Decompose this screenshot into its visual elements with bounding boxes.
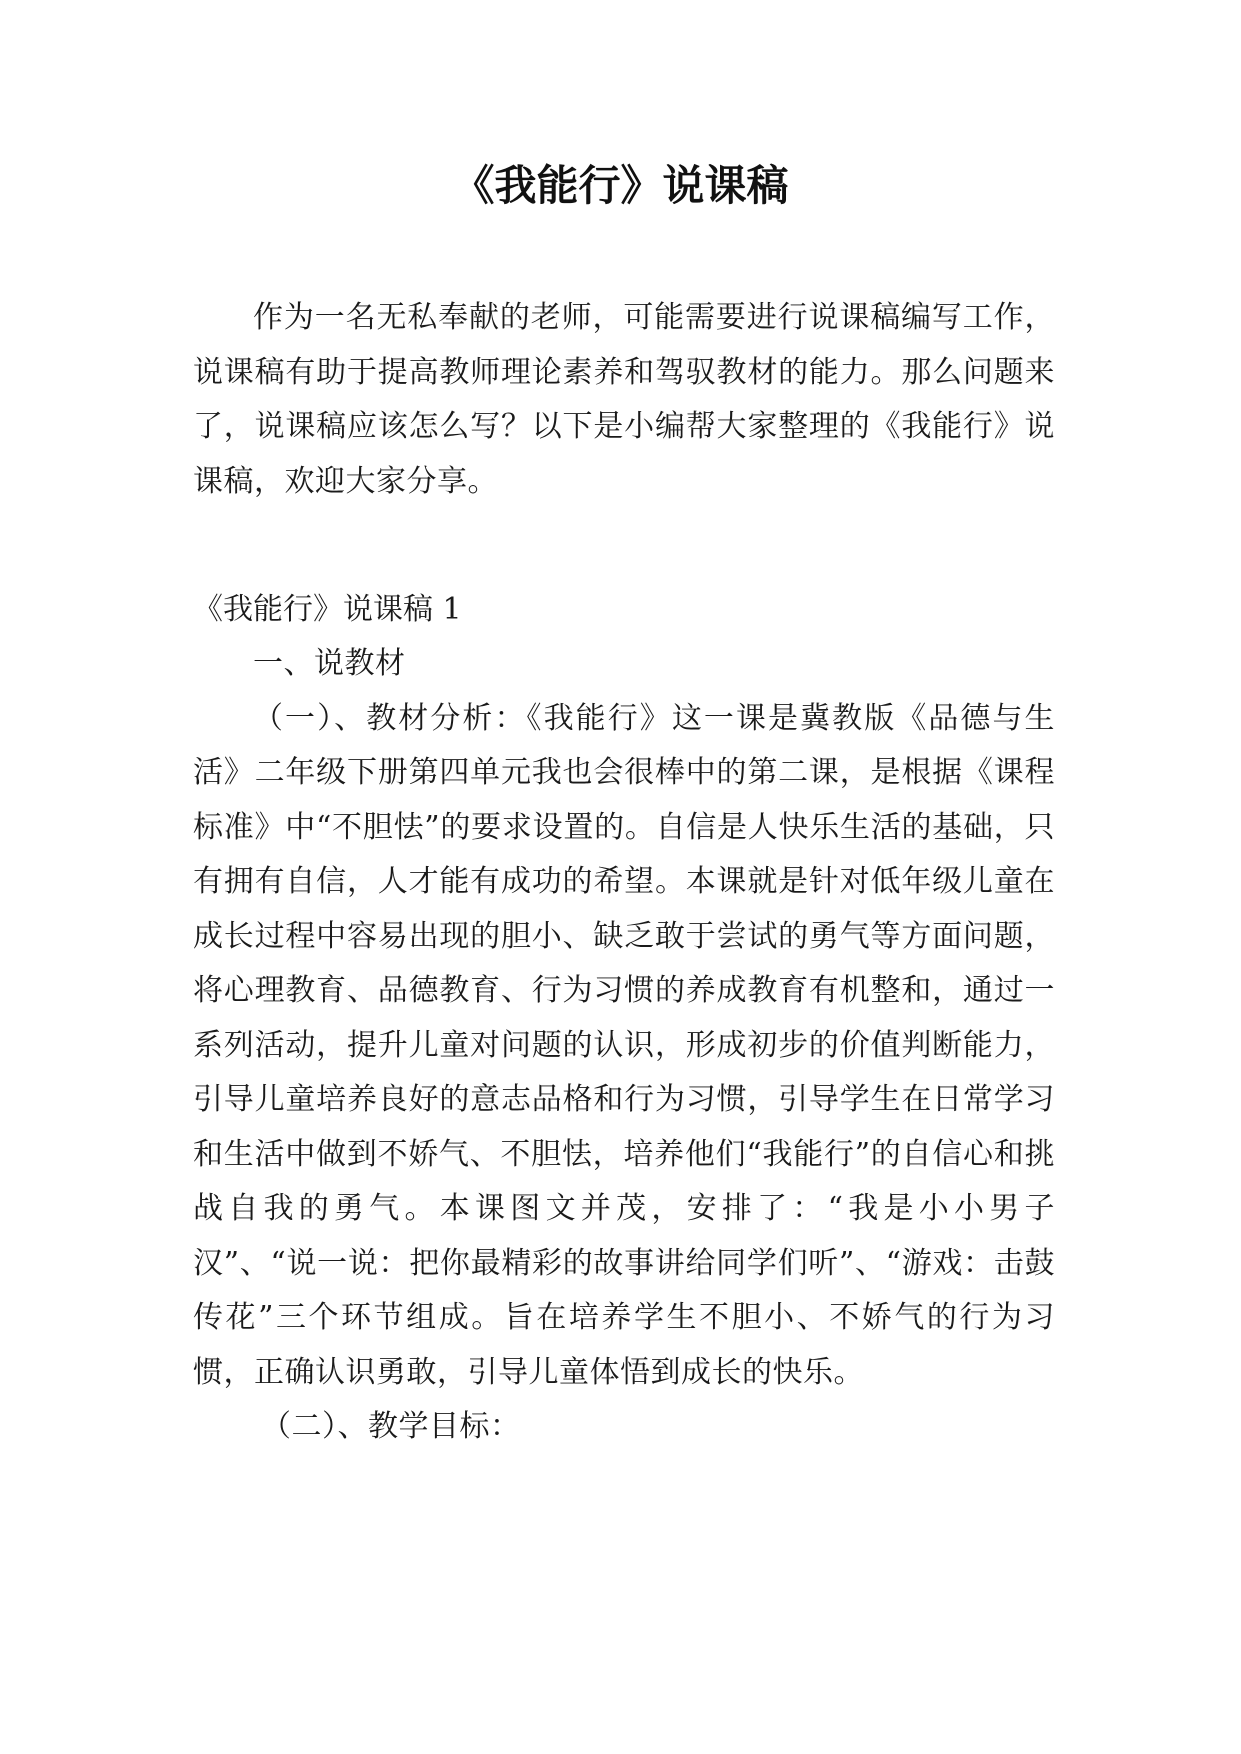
objectives-heading: （二）、教学目标：: [261, 1409, 521, 1444]
section-title: 《我能行》说课稿 1: [193, 592, 462, 627]
main-body: [193, 637, 1055, 1455]
analysis-paragraph: （一）、教材分析：《我能行》这一课是冀教版《品德与生活》二年级下册第四单元我也会很棒中的第二课，是根据《课程标准》中“不胆怯”的要求设置的。自信是人快乐生活的基础，只有拥有自信，人才能有成功的希望。本课就是针对低年级儿童在成长过程中容易出现的胆小、缺乏敢于尝试的勇气等方面问题，将心理教育、品德教育、行为习惯的养成教育有机整和，通过一系列活动，提升儿童对问题的认识，形成初步的价值判断能力，引导儿童培养良好的意志品格和行为习惯，引导学生在日常学习和生活中做到不娇气、不胆怯，培养他们“我能行”的自信心和挑战自我的勇气。本课图文并茂，安排了：“我是小小男子汉”、“说一说：把你最精彩的故事讲给同学们听”、“游戏：击鼓传花”三个环节组成。旨在培养学生不胆小、不娇气的行为习惯，正确认识勇敢，引导儿童体悟到成长的快乐。: [193, 700, 1055, 1390]
document-title: 《我能行》说课稿: [452, 161, 789, 210]
intro-paragraph: 作为一名无私奉献的老师，可能需要进行说课稿编写工作，说课稿有助于提高教师理论素养和驾驭教材的能力。那么问题来了，说课稿应该怎么写？以下是小编帮大家整理的《我能行》说课稿，欢迎大家分享。: [193, 300, 1055, 499]
intro-section: [193, 291, 1055, 509]
part-one-heading: 一、说教材: [253, 646, 406, 681]
